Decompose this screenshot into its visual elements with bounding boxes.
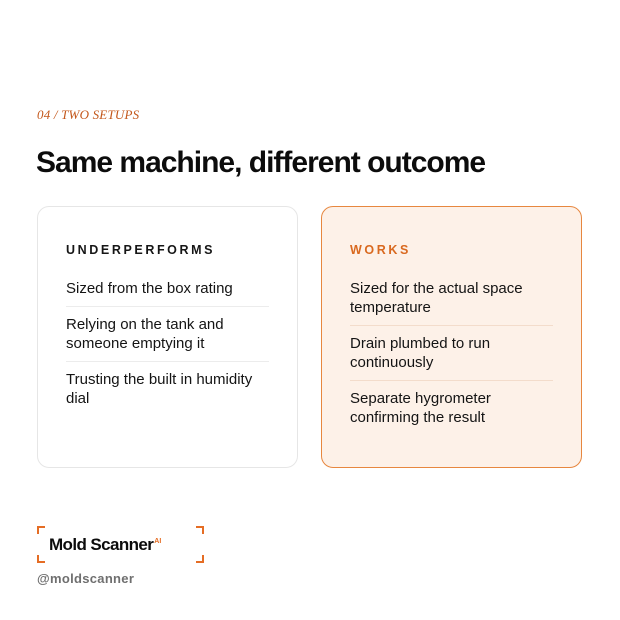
brand-superscript: AI bbox=[154, 538, 162, 546]
list-item: Relying on the tank and someone emptying it bbox=[66, 307, 269, 362]
card-title: WORKS bbox=[350, 243, 411, 257]
brand-logo bbox=[37, 526, 204, 563]
section-eyebrow: 04 / TWO SETUPS bbox=[37, 107, 140, 122]
brand-name-text: Mold Scanner bbox=[49, 535, 154, 554]
frame-corner-icon bbox=[37, 555, 45, 563]
card-title: UNDERPERFORMS bbox=[66, 243, 216, 257]
list-item: Separate hygrometer confirming the result bbox=[350, 390, 491, 426]
brand-name bbox=[49, 535, 161, 555]
list-item: Drain plumbed to run continuously bbox=[350, 326, 553, 381]
page-title: Same machine, different outcome bbox=[36, 146, 486, 179]
frame-corner-icon bbox=[196, 526, 204, 534]
frame-corner-icon bbox=[196, 555, 204, 563]
underperforms-card bbox=[37, 206, 298, 468]
list-item: Sized for the actual space temperature bbox=[350, 271, 553, 326]
list-item: Trusting the built in humidity dial bbox=[66, 371, 253, 407]
social-handle: @moldscanner bbox=[37, 571, 135, 586]
works-card bbox=[321, 206, 582, 468]
frame-corner-icon bbox=[37, 526, 45, 534]
list-item: Sized from the box rating bbox=[66, 271, 269, 307]
